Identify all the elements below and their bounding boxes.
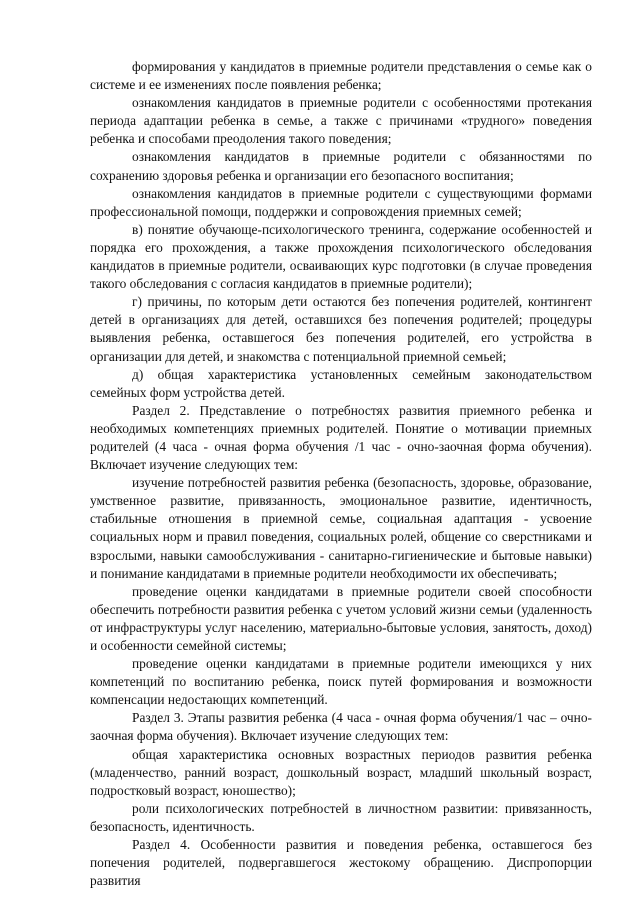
section-4-heading: Раздел 4. Особенности развития и поведения ребенка, оставшегося без попечения родителей, подвергавшегося жестокому обращению. Диспропорции развития	[90, 837, 592, 889]
paragraph-age-periods: общая характеристика основных возрастных периодов развития ребенка (младенчество, ранний возраст, дошкольный возраст, младший школьный возраст, подростковый возраст, юношество);	[90, 746, 592, 798]
document-page	[90, 58, 592, 890]
paragraph-competence-assessment: проведение оценки кандидатами в приемные родители имеющихся у них компетенций по воспитанию ребенка, поиск путей формирования и возможности компенсации недостающих компетенций.	[90, 656, 592, 708]
paragraph-adaptation: ознакомления кандидатов в приемные родители с особенностями протекания периода адаптации ребенка в семье, а также с причинами «трудного» поведения ребенка и способами преодоления такого поведения;	[90, 95, 592, 147]
section-3-heading: Раздел 3. Этапы развития ребенка (4 часа - очная форма обучения/1 час – очно-заочная форма обучения). Включает изучение следующих тем:	[90, 710, 592, 744]
paragraph-ability-assessment: проведение оценки кандидатами в приемные родители своей способности обеспечить потребности развития ребенка с учетом условий жизни семьи (удаленность от инфраструктуры услуг населению, материально-бытовые условия, занятость, доход) и особенности семейной системы;	[90, 583, 592, 653]
paragraph-item-g: г) причины, по которым дети остаются без попечения родителей, контингент детей в организациях для детей, оставшихся без попечения родителей; процедуры выявления ребенка, оставшегося без попечения родителей, его устройства в организации для детей, и знакомства с потенциальной приемной семьей;	[90, 294, 592, 364]
paragraph-professional-help: ознакомления кандидатов в приемные родители с существующими формами профессиональной помощи, поддержки и сопровождения приемных семей;	[90, 185, 592, 219]
paragraph-family-system: формирования у кандидатов в приемные родители представления о семье как о системе и ее изменениях после появления ребенка;	[90, 59, 592, 93]
paragraph-item-d: д) общая характеристика установленных семейным законодательством семейных форм устройства детей.	[90, 366, 592, 400]
section-2-heading: Раздел 2. Представление о потребностях развития приемного ребенка и необходимых компетенциях приемных родителей. Понятие о мотивации приемных родителей (4 часа - очная форма обучения /1 час - очно-заочная форма обучения). Включает изучение следующих тем:	[90, 402, 592, 473]
paragraph-item-v: в) понятие обучающе-психологического тренинга, содержание особенностей и порядка его прохождения, а также прохождения психологического обследования кандидатов в приемные родители, осваивающих курс подготовки (в случае проведения такого обследования с согласия кандидатов в приемные родители);	[90, 221, 592, 292]
paragraph-health-duties: ознакомления кандидатов в приемные родители с обязанностями по сохранению здоровья ребенка и организации его безопасного воспитания;	[90, 149, 592, 183]
paragraph-development-needs: изучение потребностей развития ребенка (безопасность, здоровье, образование, умственное развитие, привязанность, эмоциональное развитие, идентичность, стабильные отношения в приемной семье, социальная адаптация - усвоение социальных норм и правил поведения, социальных ролей, общение со сверстниками и взрослыми, навыки самообслуживания - санитарно-гигиенические и бытовые навыки) и понимание кандидатами в приемные родители необходимости их обеспечивать;	[90, 475, 592, 581]
paragraph-psychological-needs: роли психологических потребностей в личностном развитии: привязанность, безопасность, идентичность.	[90, 800, 592, 834]
